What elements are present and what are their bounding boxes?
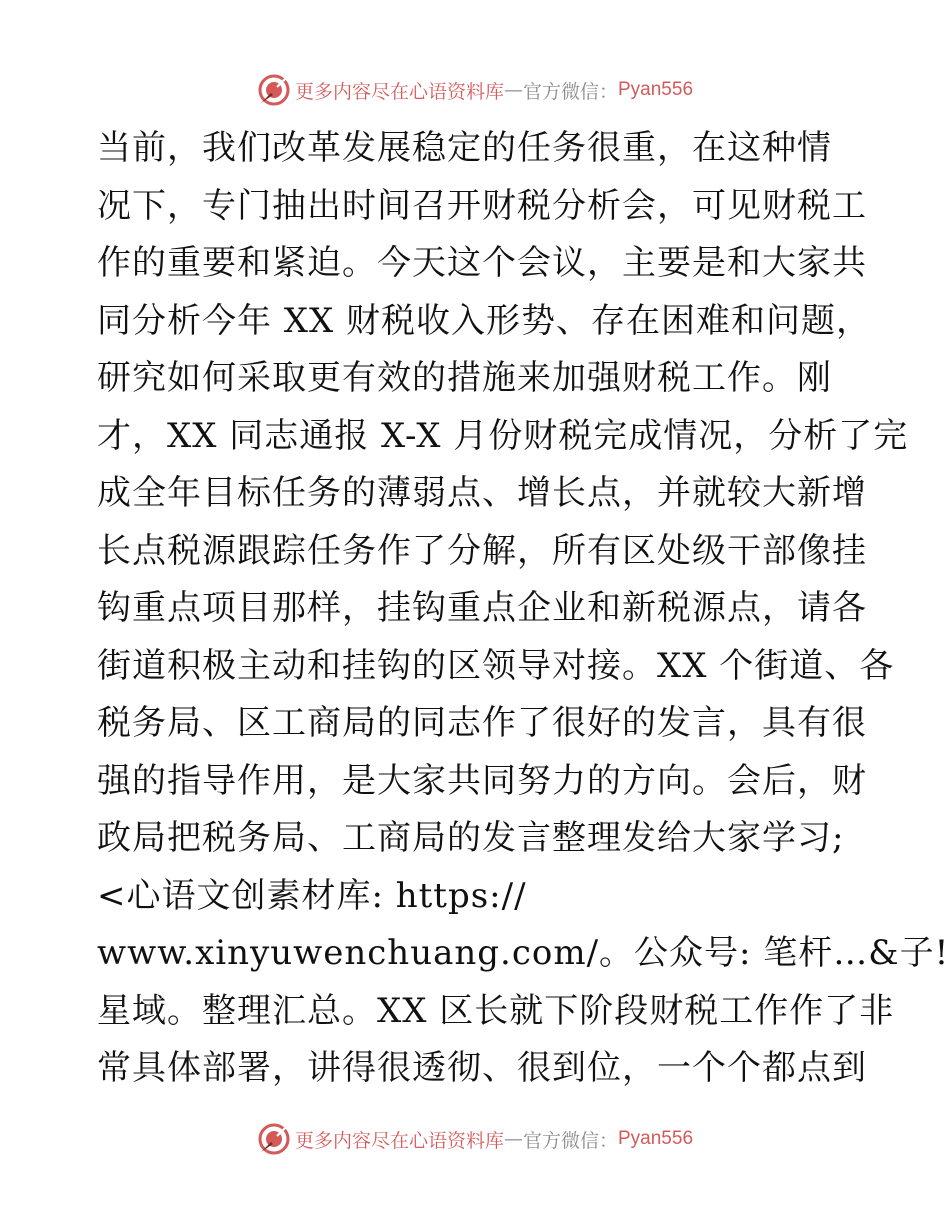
text-line: 长点税源跟踪任务作了分解，所有区处级干部像挂: [97, 530, 867, 571]
brand-logo-icon: [257, 1122, 291, 1156]
text-line: 钩重点项目那样，挂钩重点企业和新税源点，请各: [97, 588, 867, 628]
text-line: 才，XX 同志通报 X-X 月份财税完成情况，分析了完: [97, 415, 909, 456]
banner-main-text: 更多内容尽在心语资料库: [294, 1129, 504, 1152]
brand-logo-icon: [257, 73, 291, 107]
banner-dash: —: [503, 1128, 523, 1150]
banner-sub-text: 官方微信：: [522, 1129, 618, 1152]
text-line: 政局把税务局、工商局的发言整理发给大家学习;: [97, 818, 845, 858]
banner-dash: —: [503, 79, 523, 101]
text-line: 成全年目标任务的薄弱点、增长点，并就较大新增: [97, 473, 867, 513]
text-line: 同分析今年 XX 财税收入形势、存在困难和问题，: [97, 300, 872, 341]
text-line: 常具体部署，讲得很透彻、很到位，一个个都点到: [97, 1048, 867, 1088]
text-line: 研究如何采取更有效的措施来加强财税工作。刚: [97, 358, 832, 398]
text-line: 当前，我们改革发展稳定的任务很重，在这种情: [97, 128, 832, 168]
text-line: 作的重要和紧迫。今天这个会议，主要是和大家共: [97, 243, 867, 283]
text-line: 星域。整理汇总。XX 区长就下阶段财税工作作了非: [97, 990, 895, 1031]
text-line: <心语文创素材库: https://: [97, 875, 527, 916]
text-line: 强的指导作用，是大家共同努力的方向。会后，财: [97, 760, 867, 801]
banner-main-text: 更多内容尽在心语资料库: [294, 80, 504, 103]
text-line: 况下，专门抽出时间召开财税分析会，可见财税工: [97, 185, 867, 226]
document-body: [97, 120, 950, 1098]
header-watermark-banner: [0, 70, 950, 110]
banner-wechat-id: Pyan556: [618, 79, 694, 100]
text-line: 税务局、区工商局的同志作了很好的发言，具有很: [97, 703, 867, 743]
banner-wechat-id: Pyan556: [618, 1128, 694, 1149]
text-line: 街道积极主动和挂钩的区领导对接。XX 个街道、各: [97, 645, 895, 686]
footer-watermark-banner: [0, 1119, 950, 1159]
banner-sub-text: 官方微信：: [522, 80, 618, 103]
text-line: www.xinyuwenchuang.com/。公众号: 笔杆…&子!: [97, 933, 950, 973]
